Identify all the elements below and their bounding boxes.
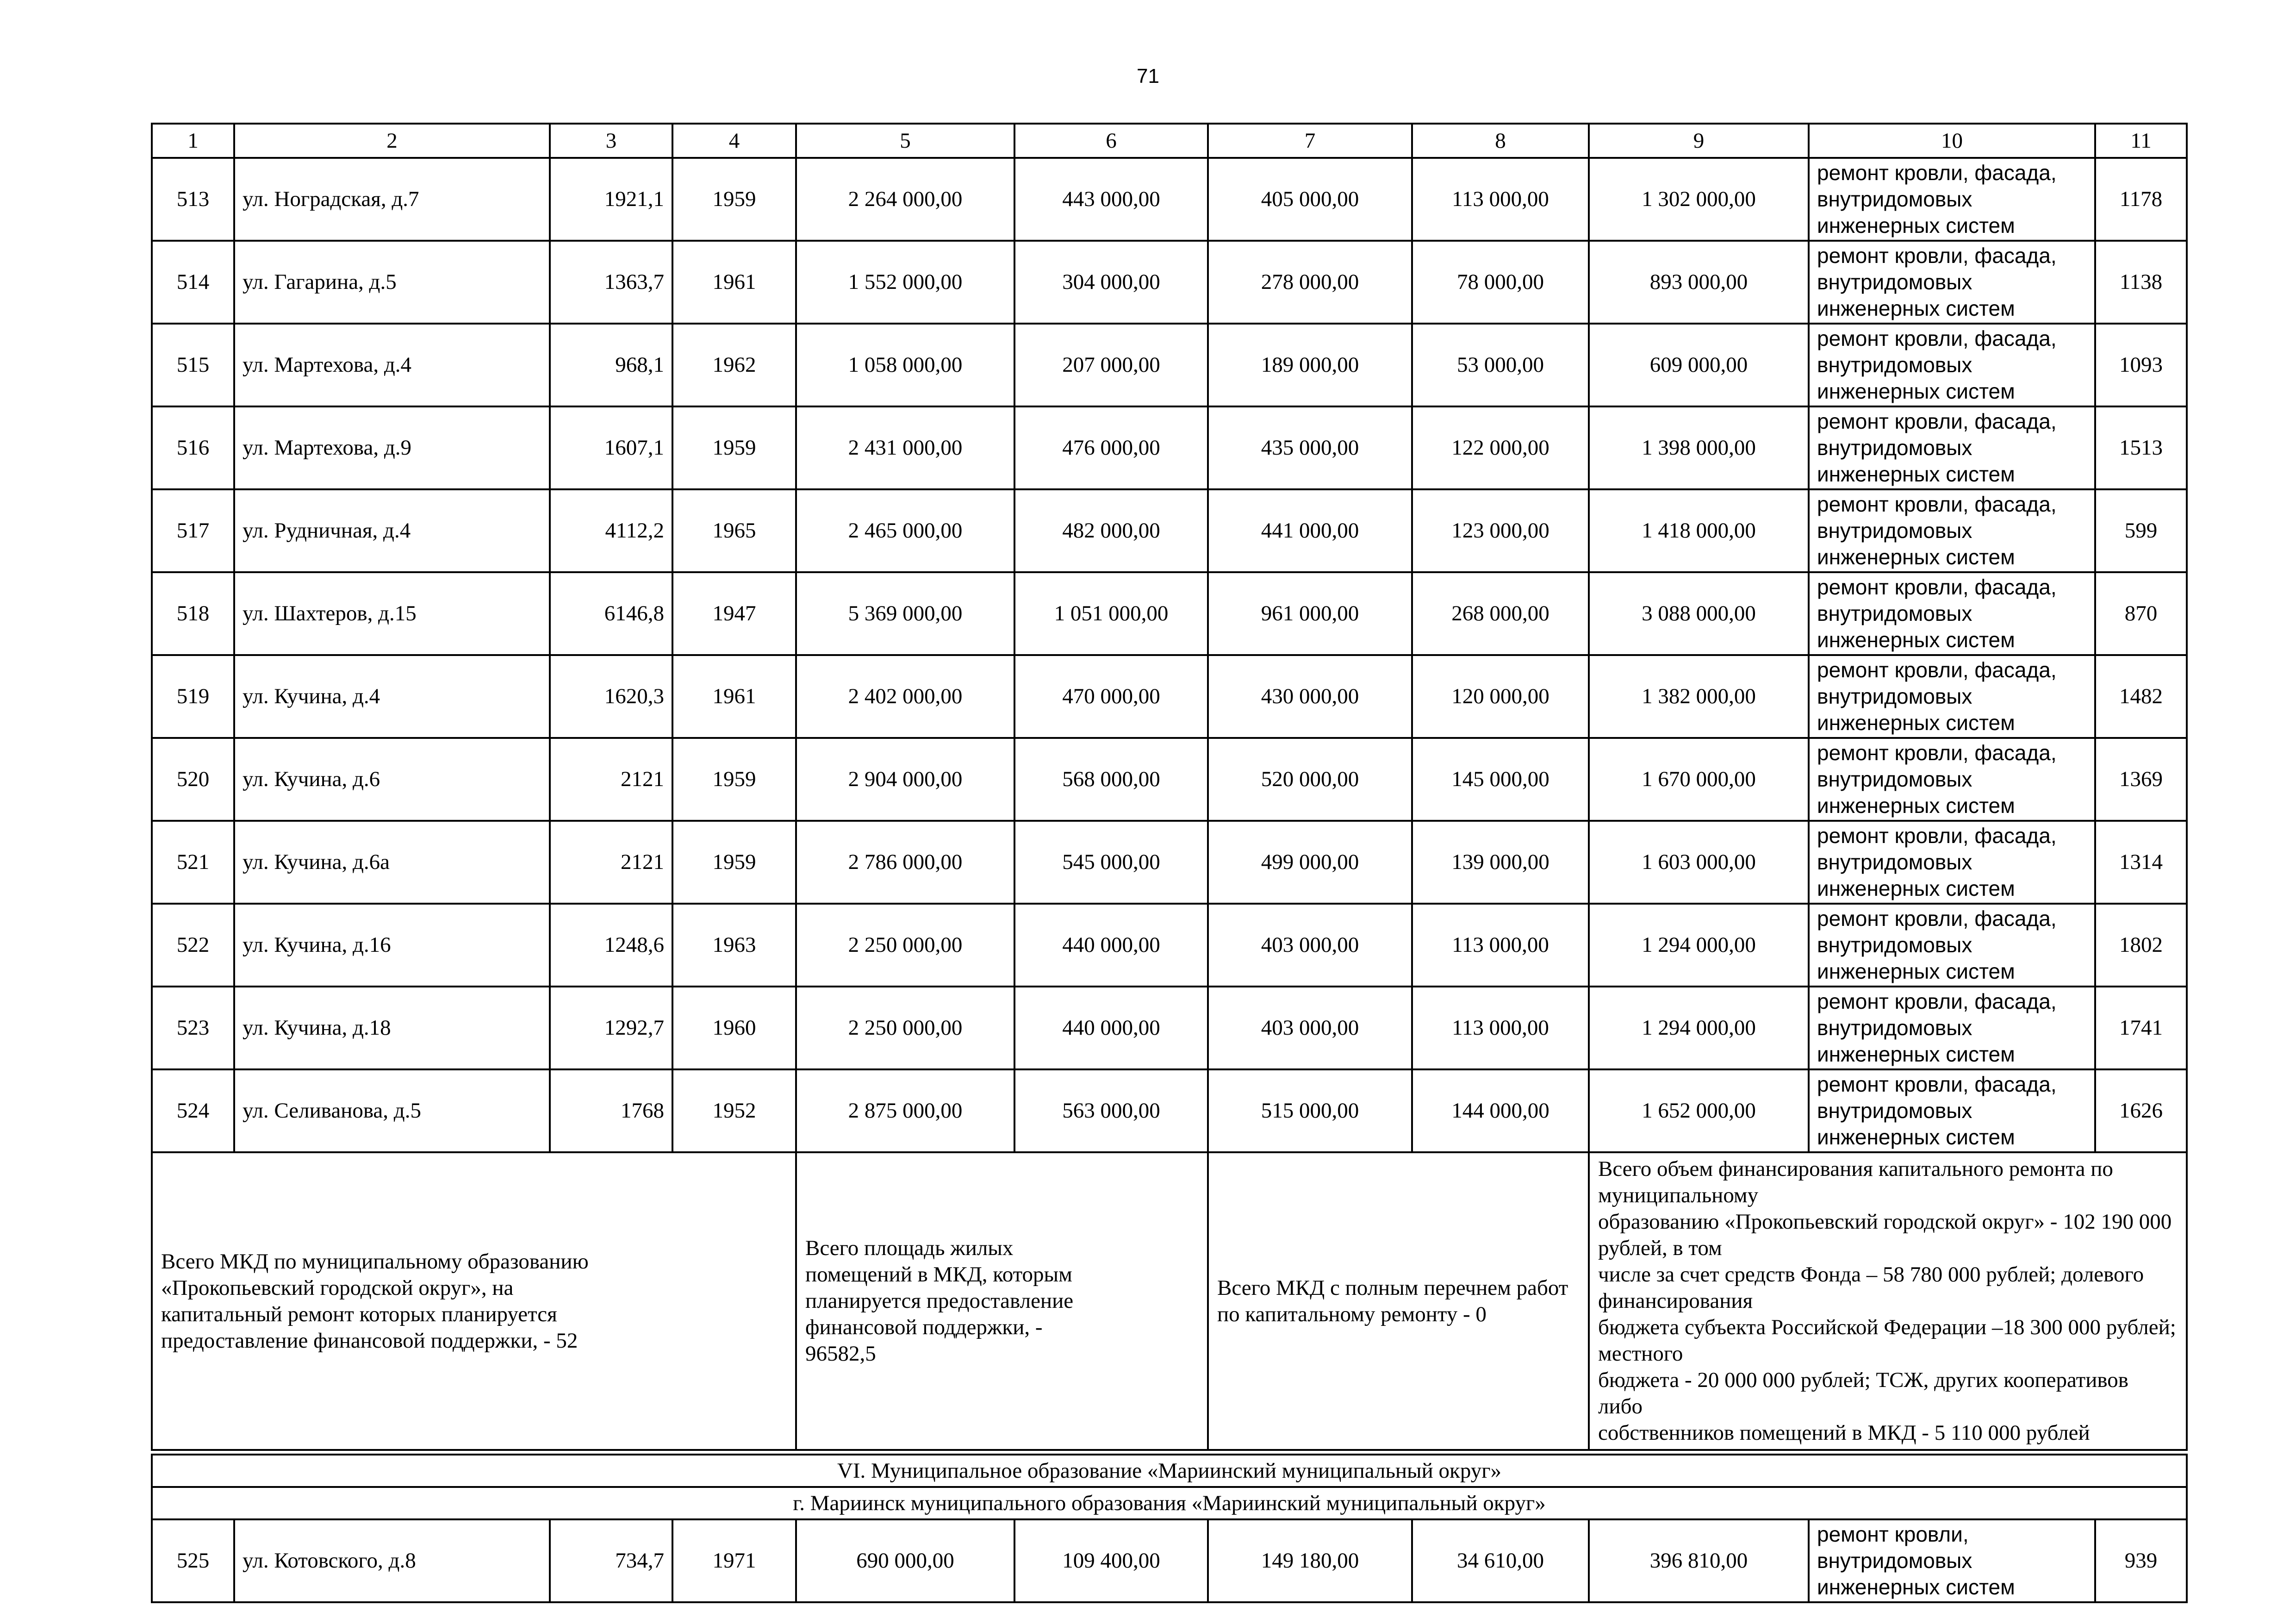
works-cell-line: ремонт кровли, bbox=[1817, 1522, 1969, 1546]
year-cell: 1959 bbox=[672, 406, 796, 489]
summary-area-total-line: планируется предоставление bbox=[805, 1289, 1074, 1313]
works-cell-line: инженерных систем bbox=[1817, 711, 2015, 735]
year-cell: 1962 bbox=[672, 324, 796, 406]
fund-cost-cell: 304 000,00 bbox=[1014, 241, 1208, 324]
row-number: 520 bbox=[152, 738, 234, 821]
table-row bbox=[152, 324, 2187, 406]
works-cell bbox=[1809, 158, 2095, 241]
works-cell-line: ремонт кровли, фасада, bbox=[1817, 906, 2057, 931]
region-cost-cell: 961 000,00 bbox=[1208, 572, 1412, 655]
works-cell-line: внутридомовых bbox=[1817, 353, 1972, 377]
summary-mkd-count bbox=[152, 1152, 796, 1450]
address-cell: ул. Рудничная, д.4 bbox=[234, 489, 550, 572]
column-11-cell: 1482 bbox=[2095, 655, 2187, 738]
section-heading-row bbox=[152, 1455, 2187, 1487]
fund-cost-cell: 568 000,00 bbox=[1014, 738, 1208, 821]
year-cell: 1961 bbox=[672, 241, 796, 324]
region-cost-cell: 435 000,00 bbox=[1208, 406, 1412, 489]
area-cell: 1768 bbox=[550, 1069, 672, 1152]
works-cell-line: инженерных систем bbox=[1817, 876, 2015, 900]
works-cell-line: инженерных систем bbox=[1817, 1575, 2015, 1599]
column-number-2: 2 bbox=[234, 124, 550, 158]
area-cell: 6146,8 bbox=[550, 572, 672, 655]
fund-cost-cell: 1 051 000,00 bbox=[1014, 572, 1208, 655]
works-cell bbox=[1809, 1519, 2095, 1602]
summary-financing-line: бюджета - 20 000 000 рублей; ТСЖ, других кооперативов либо bbox=[1598, 1368, 2128, 1418]
fund-cost-cell: 545 000,00 bbox=[1014, 821, 1208, 904]
works-cell-line: ремонт кровли, фасада, bbox=[1817, 492, 2057, 516]
summary-full-list bbox=[1208, 1152, 1589, 1450]
local-cost-cell: 123 000,00 bbox=[1412, 489, 1589, 572]
year-cell: 1965 bbox=[672, 489, 796, 572]
column-number-5: 5 bbox=[796, 124, 1014, 158]
address-cell: ул. Селиванова, д.5 bbox=[234, 1069, 550, 1152]
column-number-6: 6 bbox=[1014, 124, 1208, 158]
table-row bbox=[152, 821, 2187, 904]
fund-cost-cell: 470 000,00 bbox=[1014, 655, 1208, 738]
works-cell-line: ремонт кровли, фасада, bbox=[1817, 989, 2057, 1013]
works-cell bbox=[1809, 904, 2095, 987]
row-number: 513 bbox=[152, 158, 234, 241]
region-cost-cell: 520 000,00 bbox=[1208, 738, 1412, 821]
address-cell: ул. Кучина, д.6а bbox=[234, 821, 550, 904]
works-cell bbox=[1809, 241, 2095, 324]
year-cell: 1959 bbox=[672, 738, 796, 821]
year-cell: 1959 bbox=[672, 821, 796, 904]
column-number-3: 3 bbox=[550, 124, 672, 158]
column-11-cell: 1314 bbox=[2095, 821, 2187, 904]
owners-cost-cell: 1 294 000,00 bbox=[1589, 987, 1809, 1069]
region-cost-cell: 499 000,00 bbox=[1208, 821, 1412, 904]
works-cell bbox=[1809, 406, 2095, 489]
works-cell bbox=[1809, 821, 2095, 904]
table-row bbox=[152, 655, 2187, 738]
works-cell bbox=[1809, 572, 2095, 655]
works-cell-line: ремонт кровли, фасада, bbox=[1817, 658, 2057, 682]
table-row bbox=[152, 241, 2187, 324]
owners-cost-cell: 1 294 000,00 bbox=[1589, 904, 1809, 987]
works-cell-line: внутридомовых bbox=[1817, 601, 1972, 625]
works-cell-line: инженерных систем bbox=[1817, 379, 2015, 403]
column-11-cell: 1513 bbox=[2095, 406, 2187, 489]
column-11-cell: 1178 bbox=[2095, 158, 2187, 241]
owners-cost-cell: 1 603 000,00 bbox=[1589, 821, 1809, 904]
summary-area-total-line: помещений в МКД, которым bbox=[805, 1262, 1072, 1287]
subsection-heading-row bbox=[152, 1487, 2187, 1519]
region-cost-cell: 403 000,00 bbox=[1208, 904, 1412, 987]
local-cost-cell: 113 000,00 bbox=[1412, 987, 1589, 1069]
owners-cost-cell: 1 302 000,00 bbox=[1589, 158, 1809, 241]
table-row bbox=[152, 987, 2187, 1069]
local-cost-cell: 53 000,00 bbox=[1412, 324, 1589, 406]
total-cost-cell: 2 786 000,00 bbox=[796, 821, 1014, 904]
works-cell-line: инженерных систем bbox=[1817, 296, 2015, 320]
row-number: 517 bbox=[152, 489, 234, 572]
area-cell: 968,1 bbox=[550, 324, 672, 406]
column-11-cell: 599 bbox=[2095, 489, 2187, 572]
local-cost-cell: 268 000,00 bbox=[1412, 572, 1589, 655]
row-number: 516 bbox=[152, 406, 234, 489]
column-11-cell: 1626 bbox=[2095, 1069, 2187, 1152]
area-cell: 1620,3 bbox=[550, 655, 672, 738]
owners-cost-cell: 3 088 000,00 bbox=[1589, 572, 1809, 655]
works-cell-line: инженерных систем bbox=[1817, 1042, 2015, 1066]
address-cell: ул. Кучина, д.4 bbox=[234, 655, 550, 738]
area-cell: 1921,1 bbox=[550, 158, 672, 241]
summary-row bbox=[152, 1152, 2187, 1450]
summary-financing-line: Всего объем финансирования капитального ремонта по муниципальному bbox=[1598, 1157, 2113, 1207]
region-cost-cell: 278 000,00 bbox=[1208, 241, 1412, 324]
area-cell: 1607,1 bbox=[550, 406, 672, 489]
works-cell bbox=[1809, 738, 2095, 821]
row-number: 518 bbox=[152, 572, 234, 655]
table-row bbox=[152, 1519, 2187, 1602]
summary-mkd-count-line: «Прокопьевский городской округ», на bbox=[161, 1275, 514, 1300]
spacer-cell bbox=[152, 1450, 2187, 1455]
address-cell: ул. Кучина, д.18 bbox=[234, 987, 550, 1069]
local-cost-cell: 139 000,00 bbox=[1412, 821, 1589, 904]
region-cost-cell: 441 000,00 bbox=[1208, 489, 1412, 572]
subsection-heading: г. Мариинск муниципального образования «Мариинский муниципальный округ» bbox=[152, 1487, 2187, 1519]
address-cell: ул. Мартехова, д.4 bbox=[234, 324, 550, 406]
region-cost-cell: 149 180,00 bbox=[1208, 1519, 1412, 1602]
works-cell-line: внутридомовых bbox=[1817, 187, 1972, 211]
table-row bbox=[152, 158, 2187, 241]
row-number: 515 bbox=[152, 324, 234, 406]
area-cell: 1248,6 bbox=[550, 904, 672, 987]
area-cell: 734,7 bbox=[550, 1519, 672, 1602]
works-cell-line: инженерных систем bbox=[1817, 545, 2015, 569]
local-cost-cell: 78 000,00 bbox=[1412, 241, 1589, 324]
summary-financing-line: собственников помещений в МКД - 5 110 000 рублей bbox=[1598, 1421, 2090, 1445]
address-cell: ул. Кучина, д.16 bbox=[234, 904, 550, 987]
works-cell-line: внутридомовых bbox=[1817, 767, 1972, 791]
summary-area-total-line: финансовой поддержки, - bbox=[805, 1315, 1043, 1339]
row-number: 522 bbox=[152, 904, 234, 987]
total-cost-cell: 2 465 000,00 bbox=[796, 489, 1014, 572]
works-cell-line: внутридомовых bbox=[1817, 518, 1972, 543]
column-11-cell: 1138 bbox=[2095, 241, 2187, 324]
address-cell: ул. Шахтеров, д.15 bbox=[234, 572, 550, 655]
address-cell: ул. Ноградская, д.7 bbox=[234, 158, 550, 241]
fund-cost-cell: 482 000,00 bbox=[1014, 489, 1208, 572]
works-cell-line: ремонт кровли, фасада, bbox=[1817, 1072, 2057, 1096]
works-cell-line: ремонт кровли, фасада, bbox=[1817, 161, 2057, 185]
year-cell: 1971 bbox=[672, 1519, 796, 1602]
region-cost-cell: 515 000,00 bbox=[1208, 1069, 1412, 1152]
column-11-cell: 870 bbox=[2095, 572, 2187, 655]
column-number-8: 8 bbox=[1412, 124, 1589, 158]
local-cost-cell: 144 000,00 bbox=[1412, 1069, 1589, 1152]
column-number-11: 11 bbox=[2095, 124, 2187, 158]
column-number-7: 7 bbox=[1208, 124, 1412, 158]
total-cost-cell: 2 875 000,00 bbox=[796, 1069, 1014, 1152]
table-row bbox=[152, 489, 2187, 572]
owners-cost-cell: 1 382 000,00 bbox=[1589, 655, 1809, 738]
owners-cost-cell: 396 810,00 bbox=[1589, 1519, 1809, 1602]
total-cost-cell: 2 250 000,00 bbox=[796, 987, 1014, 1069]
summary-area-total bbox=[796, 1152, 1208, 1450]
works-cell-line: внутридомовых bbox=[1817, 933, 1972, 957]
table-row bbox=[152, 572, 2187, 655]
fund-cost-cell: 440 000,00 bbox=[1014, 987, 1208, 1069]
summary-mkd-count-line: Всего МКД по муниципальному образованию bbox=[161, 1249, 589, 1274]
spacer-row bbox=[152, 1450, 2187, 1455]
address-cell: ул. Кучина, д.6 bbox=[234, 738, 550, 821]
local-cost-cell: 120 000,00 bbox=[1412, 655, 1589, 738]
region-cost-cell: 189 000,00 bbox=[1208, 324, 1412, 406]
works-cell-line: ремонт кровли, фасада, bbox=[1817, 575, 2057, 599]
total-cost-cell: 690 000,00 bbox=[796, 1519, 1014, 1602]
total-cost-cell: 2 250 000,00 bbox=[796, 904, 1014, 987]
works-cell-line: внутридомовых bbox=[1817, 684, 1972, 708]
owners-cost-cell: 1 670 000,00 bbox=[1589, 738, 1809, 821]
works-cell-line: ремонт кровли, фасада, bbox=[1817, 244, 2057, 268]
works-cell-line: внутридомовых bbox=[1817, 850, 1972, 874]
summary-financing bbox=[1589, 1152, 2187, 1450]
fund-cost-cell: 563 000,00 bbox=[1014, 1069, 1208, 1152]
total-cost-cell: 1 552 000,00 bbox=[796, 241, 1014, 324]
fund-cost-cell: 476 000,00 bbox=[1014, 406, 1208, 489]
row-number: 525 bbox=[152, 1519, 234, 1602]
works-cell-line: внутридомовых bbox=[1817, 1016, 1972, 1040]
column-number-9: 9 bbox=[1589, 124, 1809, 158]
fund-cost-cell: 440 000,00 bbox=[1014, 904, 1208, 987]
owners-cost-cell: 609 000,00 bbox=[1589, 324, 1809, 406]
row-number: 514 bbox=[152, 241, 234, 324]
column-number-1: 1 bbox=[152, 124, 234, 158]
works-cell bbox=[1809, 324, 2095, 406]
region-cost-cell: 405 000,00 bbox=[1208, 158, 1412, 241]
owners-cost-cell: 1 652 000,00 bbox=[1589, 1069, 1809, 1152]
section-heading: VI. Муниципальное образование «Мариинский муниципальный округ» bbox=[152, 1455, 2187, 1487]
owners-cost-cell: 893 000,00 bbox=[1589, 241, 1809, 324]
works-cell-line: внутридомовых bbox=[1817, 270, 1972, 294]
local-cost-cell: 113 000,00 bbox=[1412, 904, 1589, 987]
works-cell bbox=[1809, 1069, 2095, 1152]
local-cost-cell: 113 000,00 bbox=[1412, 158, 1589, 241]
summary-mkd-count-line: капитальный ремонт которых планируется bbox=[161, 1302, 557, 1326]
total-cost-cell: 2 904 000,00 bbox=[796, 738, 1014, 821]
repair-program-table bbox=[151, 123, 2188, 1603]
fund-cost-cell: 207 000,00 bbox=[1014, 324, 1208, 406]
area-cell: 1292,7 bbox=[550, 987, 672, 1069]
works-cell-line: инженерных систем bbox=[1817, 213, 2015, 237]
column-11-cell: 1802 bbox=[2095, 904, 2187, 987]
owners-cost-cell: 1 398 000,00 bbox=[1589, 406, 1809, 489]
local-cost-cell: 145 000,00 bbox=[1412, 738, 1589, 821]
works-cell bbox=[1809, 987, 2095, 1069]
summary-financing-line: образованию «Прокопьевский городской округ» - 102 190 000 рублей, в том bbox=[1598, 1210, 2172, 1260]
works-cell-line: ремонт кровли, фасада, bbox=[1817, 741, 2057, 765]
column-11-cell: 1741 bbox=[2095, 987, 2187, 1069]
column-number-row bbox=[152, 124, 2187, 158]
area-cell: 1363,7 bbox=[550, 241, 672, 324]
row-number: 524 bbox=[152, 1069, 234, 1152]
works-cell-line: внутридомовых bbox=[1817, 1099, 1972, 1123]
year-cell: 1947 bbox=[672, 572, 796, 655]
area-cell: 2121 bbox=[550, 821, 672, 904]
owners-cost-cell: 1 418 000,00 bbox=[1589, 489, 1809, 572]
summary-financing-line: бюджета субъекта Российской Федерации –18 300 000 рублей; местного bbox=[1598, 1315, 2176, 1366]
area-cell: 4112,2 bbox=[550, 489, 672, 572]
table-row bbox=[152, 406, 2187, 489]
summary-full-list-line: Всего МКД с полным перечнем работ bbox=[1217, 1275, 1568, 1300]
works-cell bbox=[1809, 489, 2095, 572]
row-number: 521 bbox=[152, 821, 234, 904]
works-cell-line: ремонт кровли, фасада, bbox=[1817, 824, 2057, 848]
column-number-10: 10 bbox=[1809, 124, 2095, 158]
region-cost-cell: 403 000,00 bbox=[1208, 987, 1412, 1069]
table-row bbox=[152, 1069, 2187, 1152]
year-cell: 1952 bbox=[672, 1069, 796, 1152]
address-cell: ул. Гагарина, д.5 bbox=[234, 241, 550, 324]
summary-mkd-count-line: предоставление финансовой поддержки, - 52 bbox=[161, 1328, 578, 1353]
year-cell: 1961 bbox=[672, 655, 796, 738]
column-11-cell: 939 bbox=[2095, 1519, 2187, 1602]
column-11-cell: 1369 bbox=[2095, 738, 2187, 821]
local-cost-cell: 122 000,00 bbox=[1412, 406, 1589, 489]
total-cost-cell: 5 369 000,00 bbox=[796, 572, 1014, 655]
summary-area-total-line: Всего площадь жилых bbox=[805, 1236, 1014, 1260]
works-cell-line: инженерных систем bbox=[1817, 462, 2015, 486]
year-cell: 1960 bbox=[672, 987, 796, 1069]
region-cost-cell: 430 000,00 bbox=[1208, 655, 1412, 738]
address-cell: ул. Котовского, д.8 bbox=[234, 1519, 550, 1602]
works-cell-line: инженерных систем bbox=[1817, 793, 2015, 818]
summary-area-total-line: 96582,5 bbox=[805, 1342, 876, 1366]
address-cell: ул. Мартехова, д.9 bbox=[234, 406, 550, 489]
page-number: 71 bbox=[1137, 65, 1159, 87]
summary-financing-line: числе за счет средств Фонда – 58 780 000 рублей; долевого финансирования bbox=[1598, 1262, 2144, 1313]
works-cell-line: ремонт кровли, фасада, bbox=[1817, 409, 2057, 433]
total-cost-cell: 2 264 000,00 bbox=[796, 158, 1014, 241]
column-11-cell: 1093 bbox=[2095, 324, 2187, 406]
table-row bbox=[152, 904, 2187, 987]
year-cell: 1959 bbox=[672, 158, 796, 241]
area-cell: 2121 bbox=[550, 738, 672, 821]
works-cell-line: инженерных систем bbox=[1817, 959, 2015, 983]
total-cost-cell: 2 431 000,00 bbox=[796, 406, 1014, 489]
year-cell: 1963 bbox=[672, 904, 796, 987]
total-cost-cell: 1 058 000,00 bbox=[796, 324, 1014, 406]
row-number: 523 bbox=[152, 987, 234, 1069]
works-cell-line: инженерных систем bbox=[1817, 1125, 2015, 1149]
works-cell-line: внутридомовых bbox=[1817, 1549, 1972, 1573]
fund-cost-cell: 443 000,00 bbox=[1014, 158, 1208, 241]
column-number-4: 4 bbox=[672, 124, 796, 158]
works-cell bbox=[1809, 655, 2095, 738]
total-cost-cell: 2 402 000,00 bbox=[796, 655, 1014, 738]
works-cell-line: инженерных систем bbox=[1817, 628, 2015, 652]
summary-full-list-line: по капитальному ремонту - 0 bbox=[1217, 1302, 1487, 1326]
works-cell-line: ремонт кровли, фасада, bbox=[1817, 326, 2057, 350]
table-row bbox=[152, 738, 2187, 821]
works-cell-line: внутридомовых bbox=[1817, 436, 1972, 460]
row-number: 519 bbox=[152, 655, 234, 738]
local-cost-cell: 34 610,00 bbox=[1412, 1519, 1589, 1602]
fund-cost-cell: 109 400,00 bbox=[1014, 1519, 1208, 1602]
